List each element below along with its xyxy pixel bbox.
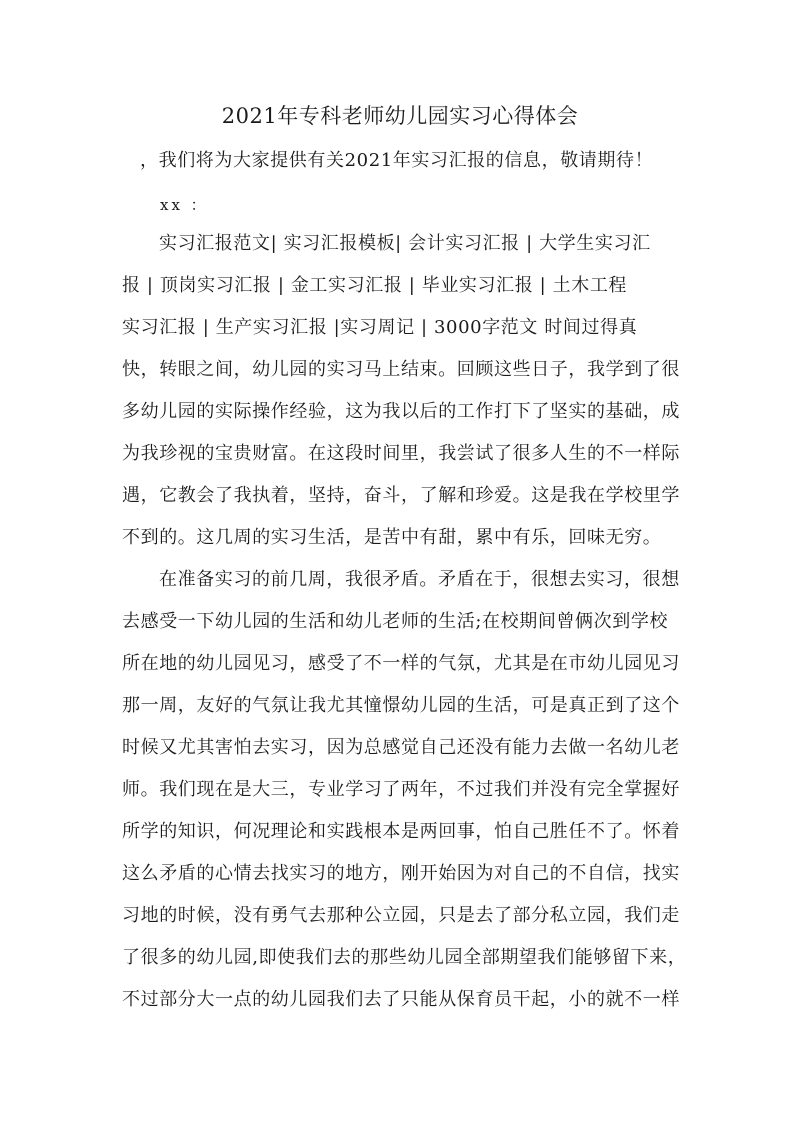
body-line: 时候又尤其害怕去实习，因为总感觉自己还没有能力去做一名幼儿老 <box>122 737 680 758</box>
body-line: 报 | 顶岗实习汇报 | 金工实习汇报 | 毕业实习汇报 | 土木工程 <box>122 275 628 296</box>
body-line: 为我珍视的宝贵财富。在这段时间里，我尝试了很多人生的不一样际 <box>122 443 680 464</box>
body-line: 快，转眼之间，幼儿园的实习马上结束。回顾这些日子，我学到了很 <box>122 359 680 380</box>
body-line: 不过部分大一点的幼儿园我们去了只能从保育员干起，小的就不一样 <box>122 989 680 1010</box>
body-line: 那一周，友好的气氛让我尤其憧憬幼儿园的生活，可是真正到了这个 <box>122 695 680 716</box>
body-line: 师。我们现在是大三，专业学习了两年，不过我们并没有完全掌握好 <box>122 779 680 800</box>
document-title: 2021年专科老师幼儿园实习心得体会 <box>221 104 579 128</box>
body-line: 实习汇报范文| 实习汇报模板| 会计实习汇报 | 大学生实习汇 <box>159 233 651 254</box>
body-line: 所在地的幼儿园见习，感受了不一样的气氛，尤其是在市幼儿园见习 <box>122 653 680 674</box>
body-line: 遇，它教会了我执着，坚持，奋斗，了解和珍爱。这是我在学校里学 <box>122 485 680 506</box>
intro-line: ，我们将为大家提供有关2021年实习汇报的信息，敬请期待！ <box>140 150 654 171</box>
body-line: 习地的时候，没有勇气去那种公立园，只是去了部分私立园，我们走 <box>122 905 680 926</box>
salutation: xx ： <box>160 196 209 214</box>
body-line: 在准备实习的前几周，我很矛盾。矛盾在于，很想去实习，很想 <box>159 569 680 590</box>
body-line: 去感受一下幼儿园的生活和幼儿老师的生活;在校期间曾俩次到学校 <box>122 611 669 632</box>
body-line: 多幼儿园的实际操作经验，这为我以后的工作打下了坚实的基础，成 <box>122 401 680 422</box>
body-line: 这么矛盾的心情去找实习的地方，刚开始因为对自己的不自信，找实 <box>122 863 680 884</box>
body-line: 所学的知识，何况理论和实践根本是两回事，怕自己胜任不了。怀着 <box>122 821 680 842</box>
body-line: 了很多的幼儿园,即使我们去的那些幼儿园全部期望我们能够留下来， <box>122 947 687 968</box>
body-line: 不到的。这几周的实习生活，是苦中有甜，累中有乐，回味无穷。 <box>122 527 662 548</box>
body-line: 实习汇报 | 生产实习汇报 |实习周记 | 3000字范文 时间过得真 <box>122 317 638 338</box>
